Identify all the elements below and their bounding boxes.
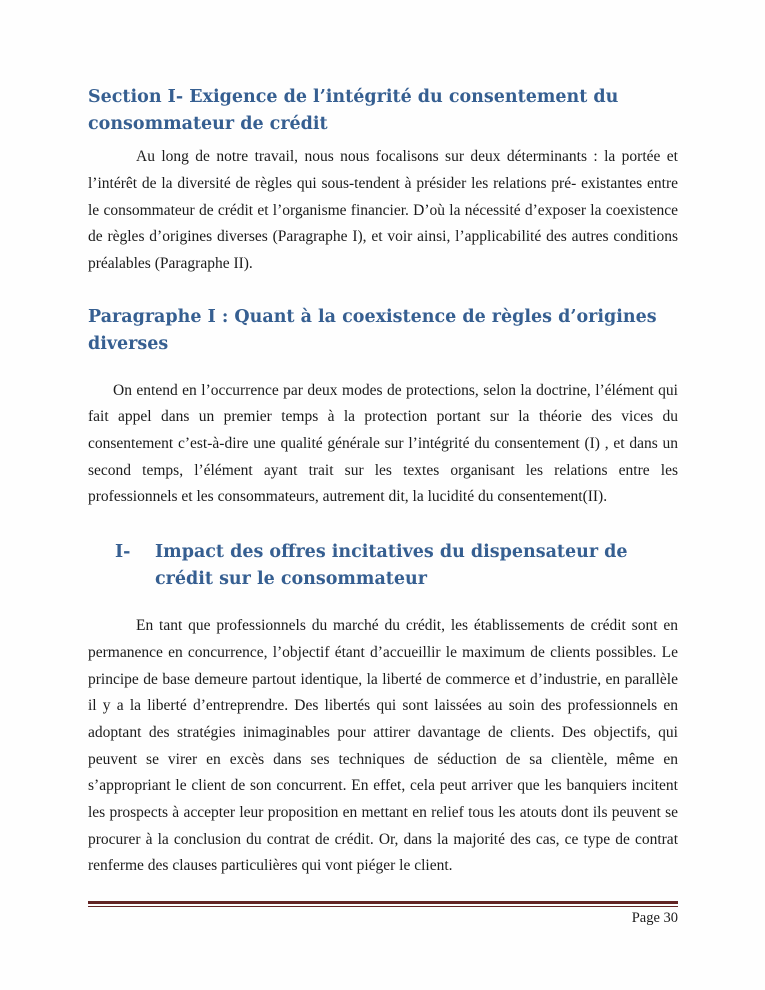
paragraphe-body-paragraph: On entend en l’occurrence par deux modes de protections, selon la doctrine, l’élément qui fait appel dans un premier temps à la protection portant sur la théorie des vices du consentement c’est-à-dire une qualité générale sur l’intégrité du consentement (I) , et dans un second temps, l’élément ayant trait sur les textes organisant les relations entre les professionnels et les consommateurs, autrement dit, la lucidité du consentement(II).	[88, 381, 678, 506]
paragraphe-heading: Paragraphe I : Quant à la coexistence de règles d’origines diverses	[88, 306, 657, 354]
section-heading: Section I- Exigence de l’intégrité du consentement du consommateur de crédit	[88, 87, 619, 135]
page-number: Page 30	[631, 910, 678, 926]
intro-paragraph: Au long de notre travail, nous nous focalisons sur deux déterminants : la portée et l’intérêt de la diversité de règles qui sous-tendent à présider les relations pré- existantes entre le consommateur de crédit et l’organisme financier. D’où la nécessité d’exposer la coexistence de règles d’origines diverses (Paragraphe I), et voir ainsi, l’applicabilité des autres conditions préalables (Paragraphe II).	[88, 148, 678, 272]
sub-heading-number: I-	[115, 542, 131, 563]
sub-heading-text: Impact des offres incitatives du dispensateur de crédit sur le consommateur	[155, 542, 628, 590]
sub-heading-body-paragraph: En tant que professionnels du marché du crédit, les établissements de crédit sont en permanence en concurrence, l’objectif étant d’accueillir le maximum de clients possibles. Le principe de base demeure partout identique, la liberté de commerce et d’industrie, en parallèle il y a la liberté d’entreprendre. Des libertés qui sont laissées au soin des professionnels en adoptant des stratégies inimaginables pour attirer davantage de clients. Des objectifs, qui peuvent se virer en excès dans ses techniques de séduction de sa clientèle, même en s’appropriant le client de son concurrent. En effet, cela peut arriver que les banquiers incitent les prospects à accepter leur proposition en mettant en relief tous les atouts dont ils peuvent se procurer à la conclusion du contrat de crédit. Or, dans la majorité des cas, ce type de contrat renferme des clauses particulières qui vont piéger le client.	[88, 617, 678, 875]
sub-heading	[115, 539, 678, 593]
page-footer	[88, 901, 678, 927]
